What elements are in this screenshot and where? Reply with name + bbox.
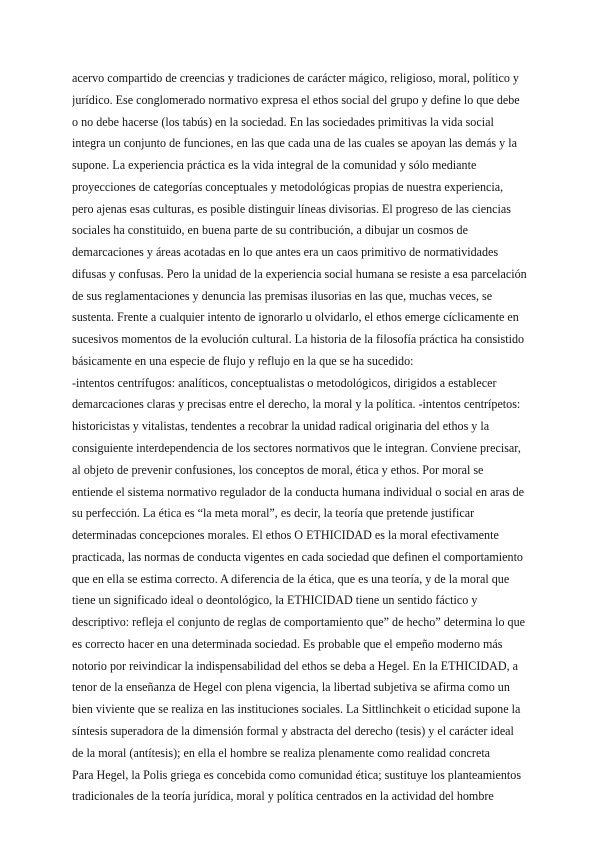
text-line: demarcaciones claras y precisas entre el derecho, la moral y la política. -intentos centrípetos:: [72, 397, 521, 412]
text-line: demarcaciones y áreas acotadas en lo que antes era un caos primitivo de normatividades: [72, 245, 499, 260]
text-line: Para Hegel, la Polis griega es concebida como comunidad ética; sustituye los planteamientos: [72, 767, 522, 782]
text-line: jurídico. Ese conglomerado normativo expresa el ethos social del grupo y define lo que debe: [72, 92, 520, 107]
text-line: de sus reglamentaciones y denuncia las premisas ilusorias en las que, muchas veces, se: [72, 288, 493, 303]
text-line: es correcto hacer en una determinada sociedad. Es probable que el empeño moderno más: [72, 636, 503, 651]
text-line: historicistas y vitalistas, tendentes a recobrar la unidad radical originaria del ethos y la: [72, 419, 490, 434]
text-line: básicamente en una especie de flujo y reflujo en la que se ha sucedido:: [72, 353, 414, 368]
text-line: consiguiente interdependencia de los sectores normativos que le integran. Conviene precisar,: [72, 441, 521, 456]
text-line: pero ajenas esas culturas, es posible distinguir líneas divisorias. El progreso de las ciencias: [72, 201, 511, 216]
text-line: que en ella se estima correcto. A diferencia de la ética, que es una teoría, y de la moral que: [72, 571, 510, 586]
text-line: tiene un significado ideal o deontológico, la ETHICIDAD tiene un sentido fáctico y: [72, 593, 478, 608]
text-line: sustenta. Frente a cualquier intento de ignorarlo u olvidarlo, el ethos emerge cíclicamente en: [72, 310, 519, 325]
document-page: [72, 68, 532, 808]
text-line: practicada, las normas de conducta vigentes en cada sociedad que definen el comportamiento: [72, 549, 523, 564]
text-line: proyecciones de categorías conceptuales y metodológicas propias de nuestra experiencia,: [72, 179, 504, 194]
text-line: de la moral (antítesis); en ella el hombre se realiza plenamente como realidad concreta: [72, 745, 491, 760]
text-line: síntesis superadora de la dimensión formal y abstracta del derecho (tesis) y el carácter ideal: [72, 723, 514, 738]
text-line: integra un conjunto de funciones, en las que cada una de las cuales se apoyan las demás y la: [72, 136, 517, 151]
text-line: notorio por reivindicar la indispensabilidad del ethos se deba a Hegel. En la ETHICIDAD, a: [72, 658, 518, 673]
text-line: entiende el sistema normativo regulador de la conducta humana individual o social en aras de: [72, 484, 525, 499]
text-line: su perfección. La ética es “la meta moral”, es decir, la teoría que pretende justificar: [72, 506, 475, 521]
text-line: sucesivos momentos de la evolución cultural. La historia de la filosofía práctica ha consistido: [72, 332, 525, 347]
text-line: sociales ha constituido, en buena parte de su contribución, a dibujar un cosmos de: [72, 223, 468, 238]
text-line: al objeto de prevenir confusiones, los conceptos de moral, ética y ethos. Por moral se: [72, 462, 484, 477]
text-line: tradicionales de la teoría jurídica, moral y política centrados en la actividad del hombre: [72, 789, 494, 804]
text-line: determinadas concepciones morales. El ethos O ETHICIDAD es la moral efectivamente: [72, 528, 499, 543]
text-line: -intentos centrífugos: analíticos, conceptualistas o metodológicos, dirigidos a establecer: [72, 375, 497, 390]
text-line: tenor de la enseñanza de Hegel con plena vigencia, la libertad subjetiva se afirma como un: [72, 680, 510, 695]
text-line: supone. La experiencia práctica es la vida integral de la comunidad y sólo mediante: [72, 158, 477, 173]
text-line: descriptivo: refleja el conjunto de reglas de comportamiento que” de hecho” determina lo que: [72, 615, 526, 630]
text-line: bien viviente que se realiza en las instituciones sociales. La Sittlinchkeit o eticidad supone la: [72, 702, 521, 717]
text-line: difusas y confusas. Pero la unidad de la experiencia social humana se resiste a esa parcelación: [72, 266, 527, 281]
text-line: acervo compartido de creencias y tradiciones de carácter mágico, religioso, moral, político y: [72, 71, 519, 85]
text-line: o no debe hacerse (los tabús) en la sociedad. En las sociedades primitivas la vida social: [72, 114, 494, 129]
